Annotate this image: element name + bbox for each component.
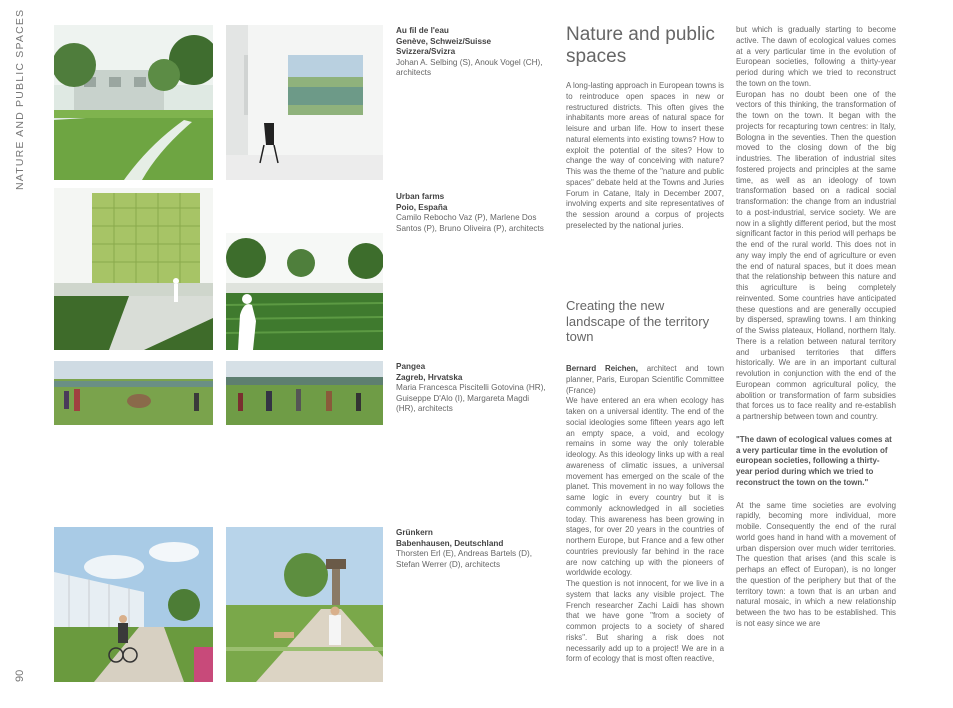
- author-role: architect and town planner, Paris, Europan Scientific Committee (France): [566, 364, 725, 395]
- article-body-col1: [566, 364, 724, 665]
- article-paragraph-3: but which is gradually starting to become active. The dawn of ecological values comes at a very particular time in the evolution of European societies, following a thirty-year period during which we tried to reconstruct the town on the town.: [736, 25, 896, 88]
- project-authors: Johan A. Selbing (S), Anouk Vogel (CH), architects: [396, 57, 543, 78]
- project-caption-2: [396, 192, 546, 234]
- article-paragraph-5: At the same time societies are evolving rapidly, becoming more individual, more mobile. Consequently the end of the rural world goes hand in hand with a movement of urban dispersion over much wider territories. The question that arises (and this scale is perhaps an effect of Europan), is no longer the question of the periphery but that of the territory town: a town that is an urban and natural mosaic, in which a new relationship between the two has to be established. This is not easy since we are: [736, 500, 896, 628]
- project-authors: Maria Francesca Piscitelli Gotovina (HR), Guiseppe D'Alo (I), Margareta Magdi (HR), architects: [396, 383, 546, 414]
- photo-grunkern-path: [226, 527, 383, 682]
- page-number: 90: [14, 669, 26, 682]
- article-subheading: Creating the new landscape of the territory town: [566, 298, 710, 344]
- section-title: NATURE AND PUBLIC SPACES: [14, 8, 26, 190]
- project-authors: Camilo Rebocho Vaz (P), Marlene Dos Santos (P), Bruno Oliveira (P), architects: [396, 213, 544, 233]
- project-title: Grünkern: [396, 528, 433, 537]
- photo-au-fil-de-leau-interior: [226, 25, 383, 180]
- project-caption-1: [396, 26, 546, 79]
- article-paragraph-2: The question is not innocent, for we live in a system that lacks any visible project. The French researcher Zachi Laidi has shown that we have gone "from a society of common projects to a society of shared risks". But sharing a risk does not necessarily add up to a project! We are in a form of ecology that is most often reactive,: [566, 579, 724, 664]
- project-title: Pangea: [396, 362, 426, 371]
- project-location: Babenhausen, Deutschland: [396, 538, 504, 548]
- author-name: Bernard Reichen,: [566, 364, 638, 373]
- photo-pangea-cows: [54, 361, 213, 425]
- pull-quote: "The dawn of ecological values comes at a very particular time in the evolution of european societies, following a thirty-year period during which we tried to reconstruct the town on the town.": [736, 434, 892, 487]
- article-heading: Nature and public spaces: [566, 24, 715, 67]
- photo-au-fil-de-leau-park: [54, 25, 213, 180]
- photo-pangea-people: [226, 361, 383, 425]
- project-location-2: Svizzera/Svizra: [396, 47, 456, 57]
- project-location: Zagreb, Hrvatska: [396, 372, 463, 382]
- article-intro: A long-lasting approach in European towns is to reintroduce open spaces in new or restructured districts. This often gives the inhabitants more areas of natural space for leisure and urban life. How to insert these natural elements into existing towns? How to exploit the potential of the sites? How to change the way of conceiving with nature? This was the theme of the "nature and public spaces" debate held at the Towns and Juries Forum in Catane, Italy in December 2007, involving experts and site representatives of the session around a corpus of projects preselected by the national juries.: [566, 81, 724, 230]
- project-title: Au fil de l'eau: [396, 26, 449, 35]
- article-body-col2: [736, 25, 896, 630]
- author-line: [566, 364, 724, 396]
- project-caption-3: [396, 362, 546, 415]
- project-title: Urban farms: [396, 192, 445, 201]
- photo-grunkern-cyclist: [54, 527, 213, 682]
- project-location: Genève, Schweiz/Suisse: [396, 36, 492, 46]
- photo-urban-farms-field: [226, 233, 383, 350]
- project-location: Poio, España: [396, 202, 448, 212]
- project-authors: Thorsten Erl (E), Andreas Bartels (D), Stefan Werrer (D), architects: [396, 549, 533, 569]
- article-paragraph-1: We have entered an era when ecology has taken on a universal identity. The end of the social ideologies some fifteen years ago left an empty space, a void, and ecology remains in some way the only tolerable ideology. As this ideology links up with a real awareness of climatic issues, a universal movement has emerged on the scale of the planet. This movement in no way follows the same logic in every country but it is commonly acknowledged in all societies today. This awareness has been growing in stages, for over 20 years in the countries of northern Europe, but France and a few other countries previously far behind in the race are now catching up with the pioneers of worldwide ecology.: [566, 396, 724, 578]
- article-paragraph-4: Europan has no doubt been one of the vectors of this thinking, the transformation of the town on the town. It began with the projects for recapturing town centres: in Italy, Bologna in the seventies. Then the question moved to the closing down of the big industries. The liberation of industrial sites fostered projects and principles at the same time, as well as an ideology of town transformation based on a radical social transformation: the change from an industrial to a post-industrial, service society. We are now in a slightly different period, but the most significant factor in this period will perhaps be the end of the rural world. This does not in any way imply the end of agriculture or even the end of natural spaces, but it does mean that the relationship between this nature and this agriculture is being completely reinvented. Some countries have anticipated these questions and are generally occupied by dispersed, sprawling towns. I am thinking of the Swiss plateaux, Holland, northern Italy. There is a relation between natural territory and urbanised territories that differs historically. We are in an important cultural revolution in conjunction with the end of the European common agricultural policy, the abolition or transformation of farm subsidies that forces us to face reality and re-establish a partnership between town and country.: [736, 89, 896, 421]
- article-intro-block: [566, 81, 724, 232]
- photo-urban-farms-building: [54, 188, 213, 350]
- project-caption-4: [396, 528, 546, 570]
